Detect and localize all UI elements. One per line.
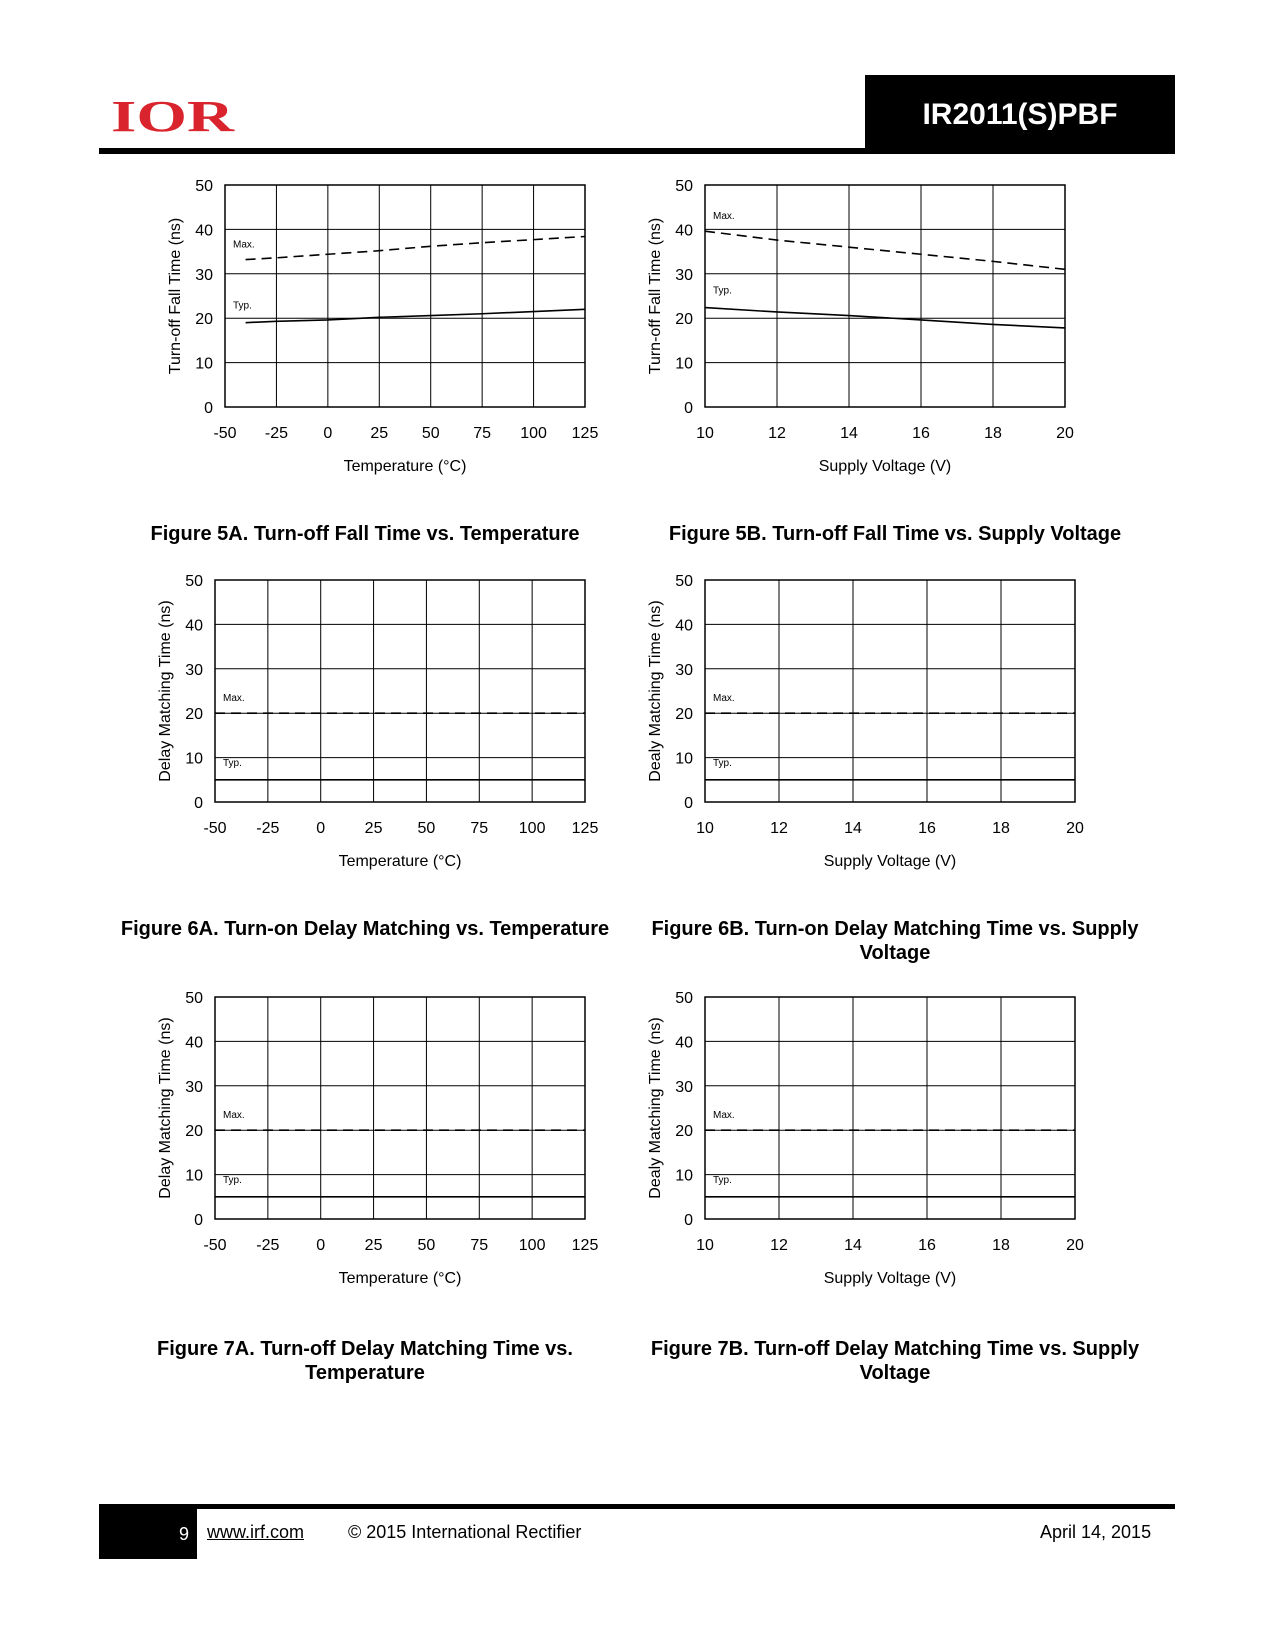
x-tick-label: 14 — [840, 425, 858, 442]
y-tick-label: 30 — [675, 266, 693, 284]
y-tick-label: 50 — [675, 990, 693, 1007]
y-axis-label: Dealy Matching Time (ns) — [647, 600, 664, 782]
x-tick-label: 0 — [316, 1237, 326, 1254]
x-tick-label: 125 — [571, 820, 599, 837]
x-tick-label: 10 — [696, 1237, 714, 1254]
x-tick-label: 18 — [984, 425, 1002, 442]
y-tick-label: 50 — [675, 573, 693, 590]
chart-6b — [640, 575, 1110, 900]
x-axis-label: Supply Voltage (V) — [823, 1270, 957, 1287]
series-label: Typ. — [223, 1174, 242, 1186]
chart-5a — [160, 180, 620, 505]
y-tick-label: 20 — [185, 706, 203, 724]
footer-date: April 14, 2015 — [1040, 1522, 1152, 1542]
series-label: Typ. — [713, 757, 732, 769]
x-tick-label: 14 — [844, 1237, 862, 1254]
plot-frame — [215, 997, 585, 1219]
caption-6b: Figure 6B. Turn-on Delay Matching Time vs. Supply Voltage — [651, 918, 1139, 964]
x-tick-label: 20 — [1066, 820, 1084, 837]
y-tick-label: 20 — [675, 706, 693, 724]
y-tick-label: 40 — [195, 222, 213, 240]
copyright-text: © 2015 International Rectifier — [348, 1522, 582, 1542]
plot-frame — [215, 580, 585, 802]
x-tick-label: 125 — [571, 1237, 599, 1254]
y-tick-label: 30 — [675, 1078, 693, 1096]
y-axis-label: Delay Matching Time (ns) — [157, 600, 174, 782]
svg-text:IOR: IOR — [111, 92, 236, 137]
y-tick-label: 10 — [675, 1167, 693, 1185]
chart-5b — [640, 180, 1100, 505]
y-tick-label: 30 — [185, 1078, 203, 1096]
ior-logo — [111, 91, 236, 137]
y-tick-label: 30 — [185, 661, 203, 679]
caption-5b: Figure 5B. Turn-off Fall Time vs. Supply Voltage — [668, 523, 1122, 545]
series-line — [705, 231, 1065, 269]
x-tick-label: 12 — [770, 820, 788, 837]
y-tick-label: 30 — [195, 266, 213, 284]
x-tick-label: 16 — [912, 425, 930, 442]
x-tick-label: -50 — [213, 425, 237, 442]
footer-rule — [99, 1504, 1175, 1509]
x-tick-label: 12 — [768, 425, 786, 442]
x-tick-label: 25 — [364, 820, 383, 837]
x-tick-label: 50 — [417, 1237, 436, 1254]
caption-5a: Figure 5A. Turn-off Fall Time vs. Temperature — [150, 523, 580, 545]
y-tick-label: 10 — [675, 750, 693, 768]
y-tick-label: 20 — [185, 1123, 203, 1141]
x-axis-label: Supply Voltage (V) — [818, 458, 952, 475]
caption-7b: Figure 7B. Turn-off Delay Matching Time vs. Supply Voltage — [650, 1338, 1140, 1384]
series-label: Max. — [713, 693, 735, 705]
x-axis-label: Temperature (°C) — [338, 853, 462, 870]
y-tick-label: 40 — [675, 1034, 693, 1052]
y-tick-label: 0 — [194, 1212, 203, 1229]
series-label: Max. — [233, 239, 255, 251]
series-label: Max. — [713, 1110, 735, 1122]
chart-7b — [640, 992, 1110, 1317]
chart-6a — [150, 575, 620, 900]
y-tick-label: 50 — [185, 573, 203, 590]
x-tick-label: 16 — [918, 1237, 936, 1254]
series-label: Typ. — [233, 300, 252, 312]
plot-frame — [705, 185, 1065, 407]
y-axis-label: Dealy Matching Time (ns) — [647, 1017, 664, 1199]
plot-frame — [705, 580, 1075, 802]
series-label: Max. — [713, 211, 735, 223]
series-label: Typ. — [713, 285, 732, 297]
page-number: 9 — [178, 1523, 189, 1544]
x-tick-label: 125 — [571, 425, 599, 442]
y-tick-label: 20 — [675, 311, 693, 329]
x-tick-label: -50 — [203, 820, 227, 837]
y-axis-label: Delay Matching Time (ns) — [157, 1017, 174, 1199]
chart-7a — [150, 992, 620, 1317]
series-label: Typ. — [223, 757, 242, 769]
x-tick-label: 25 — [370, 425, 389, 442]
y-tick-label: 0 — [684, 400, 693, 417]
part-number-box — [865, 75, 1175, 154]
x-tick-label: -25 — [256, 1237, 280, 1254]
x-tick-label: 20 — [1066, 1237, 1084, 1254]
y-axis-label: Turn-off Fall Time (ns) — [647, 217, 664, 375]
y-tick-label: 0 — [684, 1212, 693, 1229]
x-tick-label: 75 — [470, 820, 489, 837]
y-tick-label: 50 — [195, 178, 213, 195]
series-label: Max. — [223, 1110, 245, 1122]
x-tick-label: 10 — [696, 425, 714, 442]
x-tick-label: 75 — [470, 1237, 489, 1254]
x-tick-label: 75 — [473, 425, 492, 442]
page-number-box — [99, 1509, 197, 1559]
plot-frame — [225, 185, 585, 407]
y-tick-label: 40 — [185, 617, 203, 635]
x-tick-label: -50 — [203, 1237, 227, 1254]
header-rule — [99, 148, 1175, 154]
x-tick-label: 16 — [918, 820, 936, 837]
y-tick-label: 10 — [675, 355, 693, 373]
series-label: Max. — [223, 693, 245, 705]
x-axis-label: Temperature (°C) — [338, 1270, 462, 1287]
x-tick-label: 0 — [316, 820, 326, 837]
x-tick-label: 18 — [992, 1237, 1010, 1254]
caption-6a: Figure 6A. Turn-on Delay Matching vs. Temperature — [120, 918, 610, 940]
plot-frame — [705, 997, 1075, 1219]
y-tick-label: 10 — [185, 750, 203, 768]
website-link[interactable]: www.irf.com — [207, 1522, 305, 1542]
y-tick-label: 40 — [675, 222, 693, 240]
y-tick-label: 0 — [204, 400, 213, 417]
y-tick-label: 10 — [185, 1167, 203, 1185]
x-tick-label: 25 — [364, 1237, 383, 1254]
x-tick-label: 12 — [770, 1237, 788, 1254]
x-tick-label: 14 — [844, 820, 862, 837]
x-axis-label: Supply Voltage (V) — [823, 853, 957, 870]
x-tick-label: 10 — [696, 820, 714, 837]
caption-7a: Figure 7A. Turn-off Delay Matching Time vs. Temperature — [157, 1338, 573, 1384]
y-tick-label: 10 — [195, 355, 213, 373]
series-label: Typ. — [713, 1174, 732, 1186]
y-tick-label: 20 — [195, 311, 213, 329]
x-tick-label: 100 — [518, 1237, 546, 1254]
y-axis-label: Turn-off Fall Time (ns) — [167, 217, 184, 375]
y-tick-label: 50 — [675, 178, 693, 195]
series-line — [246, 237, 585, 260]
x-tick-label: 50 — [421, 425, 440, 442]
x-tick-label: 20 — [1056, 425, 1074, 442]
y-tick-label: 40 — [185, 1034, 203, 1052]
y-tick-label: 30 — [675, 661, 693, 679]
y-tick-label: 20 — [675, 1123, 693, 1141]
y-tick-label: 50 — [185, 990, 203, 1007]
part-number: IR2011(S)PBF — [922, 97, 1118, 131]
x-tick-label: -25 — [264, 425, 288, 442]
x-tick-label: 50 — [417, 820, 436, 837]
x-axis-label: Temperature (°C) — [343, 458, 467, 475]
x-tick-label: 100 — [520, 425, 547, 442]
x-tick-label: -25 — [256, 820, 280, 837]
x-tick-label: 0 — [323, 425, 333, 442]
x-tick-label: 18 — [992, 820, 1010, 837]
series-line — [246, 309, 585, 322]
y-tick-label: 0 — [194, 795, 203, 812]
y-tick-label: 0 — [684, 795, 693, 812]
y-tick-label: 40 — [675, 617, 693, 635]
x-tick-label: 100 — [518, 820, 546, 837]
